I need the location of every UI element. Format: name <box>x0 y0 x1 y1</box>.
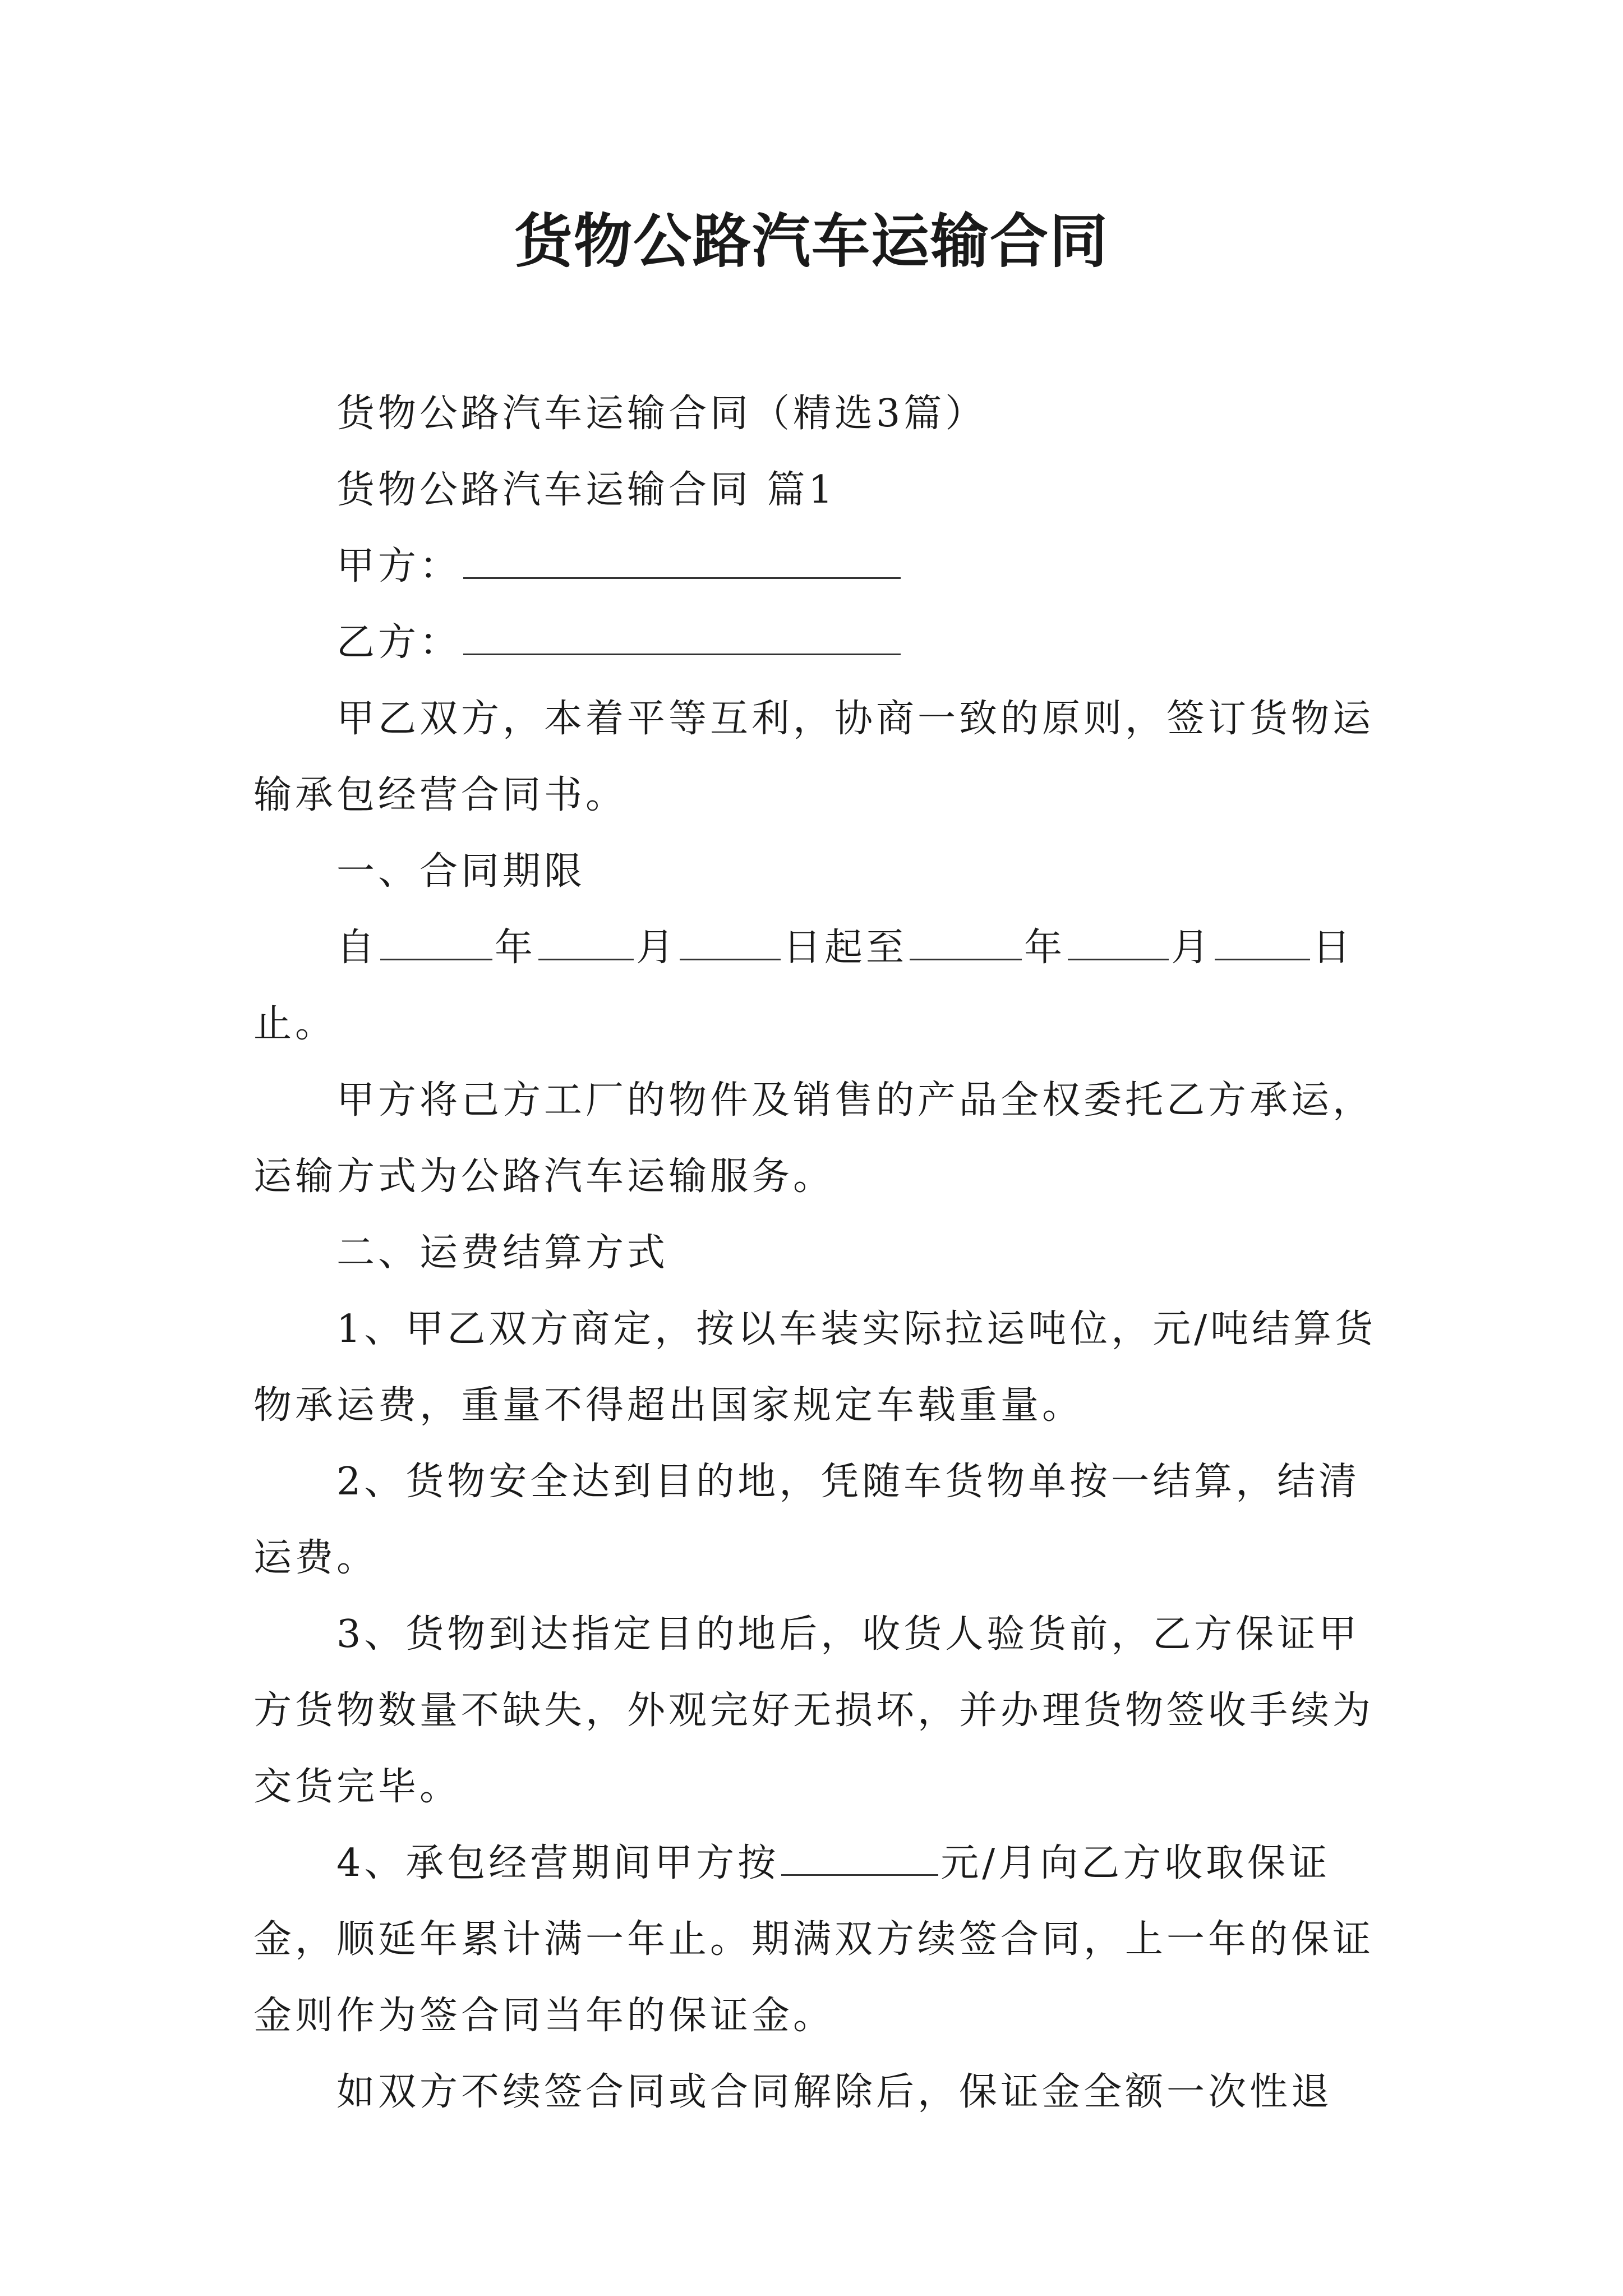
section1-heading: 一、合同期限 <box>336 849 586 894</box>
section2-heading: 二、运费结算方式 <box>336 1231 669 1275</box>
party-b-line <box>253 605 1389 681</box>
clause-1: 1、甲乙双方商定，按以车装实际拉运吨位，元/吨结算货物承运费，重量不得超出国家规定车载重量。 <box>253 1307 1377 1428</box>
intro-paragraph: 甲乙双方，本着平等互利，协商一致的原则，签订货物运输承包经营合同书。 <box>253 697 1375 817</box>
entrust-paragraph: 甲方将己方工厂的物件及销售的产品全权委托乙方承运，运输方式为公路汽车运输服务。 <box>253 1078 1375 1199</box>
clause-4 <box>253 1825 1389 2054</box>
start-year-blank <box>380 925 492 960</box>
deposit-amount-blank <box>781 1841 938 1876</box>
clause-2: 2、货物安全达到目的地，凭随车货物单按一结算，结清运费。 <box>253 1460 1361 1580</box>
party-b-blank <box>463 620 901 655</box>
party-b-label: 乙方： <box>336 620 462 665</box>
party-a-line <box>253 528 1389 605</box>
party-a-blank <box>463 544 901 579</box>
document-title: 货物公路汽车运输合同 <box>514 207 1109 275</box>
term-month2: 月 <box>1171 926 1213 970</box>
clause-3: 3、货物到达指定目的地后，收货人验货前，乙方保证甲方货物数量不缺失，外观完好无损坏，并办理货物签收手续为交货完毕。 <box>253 1612 1375 1809</box>
start-day-blank <box>680 925 781 960</box>
chapter-heading: 货物公路汽车运输合同 篇1 <box>336 468 836 512</box>
subtitle: 货物公路汽车运输合同（精选3篇） <box>336 392 987 436</box>
term-year2: 年 <box>1024 926 1066 970</box>
end-day-blank <box>1215 925 1310 960</box>
term-line <box>253 910 1389 1062</box>
term-month1: 月 <box>636 926 678 970</box>
term-day1: 日起至 <box>783 926 908 970</box>
document-body <box>253 376 1389 2131</box>
clause-4-after: 元/月向乙方收取保证金，顺延年累计满一年止。期满双方续签合同，上一年的保证金则作为签合同当年的保证金。 <box>253 1841 1375 2038</box>
term-year1: 年 <box>495 926 537 970</box>
term-prefix: 自 <box>336 926 379 970</box>
party-a-label: 甲方： <box>336 544 462 588</box>
last-paragraph: 如双方不续签合同或合同解除后，保证金全额一次性退 <box>336 2070 1333 2114</box>
term-day2: 日止。 <box>253 926 1354 1046</box>
start-month-blank <box>538 925 634 960</box>
end-month-blank <box>1068 925 1169 960</box>
clause-4-before: 4、承包经营期间甲方按 <box>336 1841 780 1885</box>
end-year-blank <box>910 925 1022 960</box>
